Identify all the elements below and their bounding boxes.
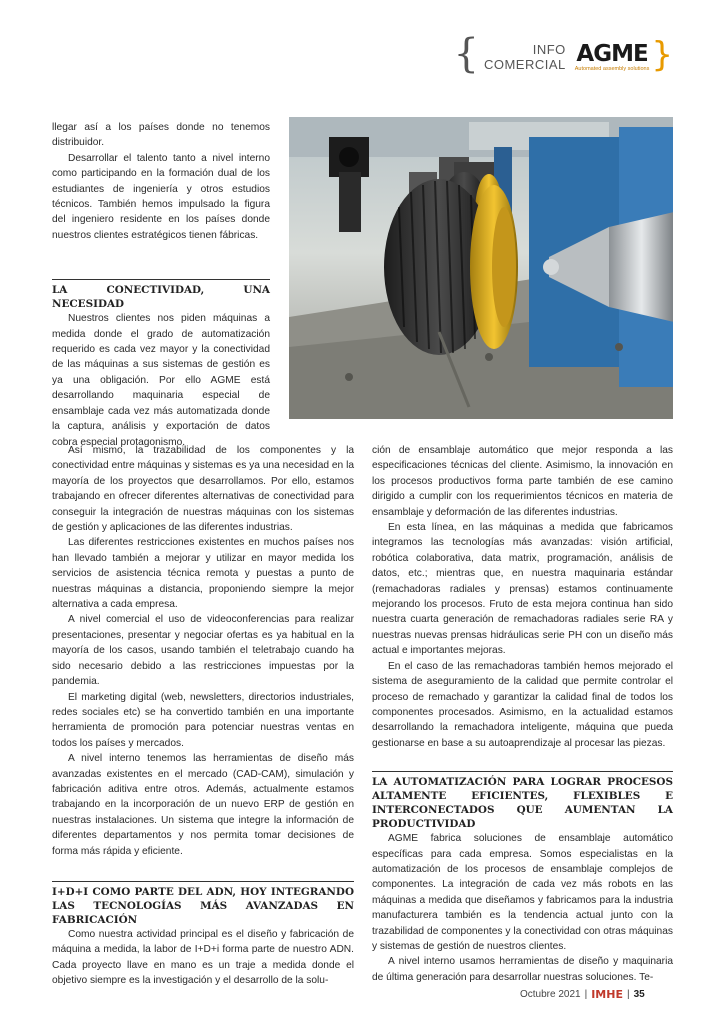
section-heading-automatizacion: LA AUTOMATIZACIÓN PARA LOGRAR PROCESOS ALTAMENTE EFICIENTES, FLEXIBLES E INTERCONECTADOS QUE AUMENTAN LA PRODUCTIVIDAD	[372, 776, 673, 831]
right-column	[372, 443, 673, 985]
paragraph: AGME fabrica soluciones de ensamblaje automático específicas para cada empresa. Somos especialistas en la automatización de los procesos de ensamblaje complejos de componentes. La integración de cada vez más robots en las máquinas a medida que diseñamos y fabricamos para la industria manufacturera también es la tendencia actual junto con la trazabilidad de componentes y la conectividad con otras máquinas y sistemas de gestión de nuestros clientes.	[372, 833, 673, 952]
footer-separator: |	[584, 989, 588, 1000]
paragraph: En el caso de las remachadoras también hemos mejorado el sistema de aseguramiento de la calidad que permite controlar el proceso de remachado y garantizar la calidad final de todos los componentes procesados. Asimismo, en la actualidad estamos desarrollando la remachadora inteligente, máquina que pueda gestionarse en base a su autoaprendizaje al procesar las piezas.	[372, 660, 673, 749]
paragraph: A nivel comercial el uso de videoconferencias para realizar presentaciones, presentar y negociar ofertas es ya habitual en la mayoría de los casos, usando también el teletrabajo cuando ha sido necesario debido a las restricciones impuestas por la pandemia.	[52, 614, 354, 688]
machine-photo	[289, 117, 673, 419]
paragraph: A nivel interno tenemos las herramientas de diseño más avanzadas existentes en el mercado (CAD-CAM), simulación y fabricación aditiva entre otros. Además, actualmente estamos trabajando en la incorporación de un nuevo ERP de gestión en nuestras instalaciones. Un sistema que integre la información de diferentes departamentos y nos permita tomar decisiones de forma más rápida y eficiente.	[52, 753, 354, 857]
page-header	[453, 31, 673, 78]
left-column-top	[52, 120, 270, 450]
agme-logo-tagline: Automated assembly solutions	[574, 65, 650, 72]
section-label-line2: COMERCIAL	[483, 57, 566, 72]
paragraph: Desarrollar el talento tanto a nivel interno como participando en la formación dual de los estudiantes de ingeniería y otros estudios técnicos. También hemos impulsado la figura del ingeniero residente en los países donde nuestros clientes estratégicos tienen fábricas.	[52, 152, 270, 241]
paragraph: En esta línea, en las máquinas a medida que fabricamos integramos las tecnologías más avanzadas: visión artificial, robótica colaborativa, data matrix, programación, análisis de datos, etc.; mientras que, en nuestra maquinaria estándar (remachadoras radiales y prensas) estamos continuamente mejorando los procesos. Fruto de esta mejora continua han sido nuestra cuarta generación de remachadoras radiales serie RA y nuestras nuevas prensas hidráulicas serie PH con un diseño más actual e importantes mejoras.	[372, 522, 673, 657]
paragraph: Las diferentes restricciones existentes en muchos países nos han llevado también a mejorar y utilizar en mayor medida los servicios de asistencia técnica remota y puestas a punto de nuestras máquinas a distancia, proponiendo siempre la mejor alternativa a cada empresa.	[52, 537, 354, 611]
paragraph: Así mismo, la trazabilidad de los componentes y la conectividad entre máquinas y sistemas es ya una necesidad en la mayoría de los proyectos que desarrollamos. Por ello, estamos trabajando en ofrecer diferentes alternativas de conectividad para conseguir la integración de nuestras máquinas con los sistemas de gestión y aplicaciones de las diferentes industrias.	[52, 445, 354, 534]
paragraph: Como nuestra actividad principal es el diseño y fabricación de máquina a medida, la labor de I+D+i forma parte de nuestro ADN. Cada proyecto llave en mano es un traje a medida donde el objetivo siempre es la investigación y el desarrollo de la solu-	[52, 928, 354, 987]
machine-photo-illustration	[289, 117, 673, 419]
section-rule	[52, 279, 270, 280]
footer-separator: |	[626, 989, 630, 1000]
paragraph: ción de ensamblaje automático que mejor responda a las especificaciones técnicas del cliente. Asimismo, la innovación en los procesos productivos forma parte también de ese camino dirigido a cumplir con los requerimientos técnicos en materia de ensamblaje y deformación de las diferentes industrias.	[372, 445, 673, 518]
section-heading-idi: I+D+I COMO PARTE DEL ADN, HOY INTEGRANDO LAS TECNOLOGÍAS MÁS AVANZADAS EN FABRICACIÓN	[52, 885, 354, 926]
agme-logo-word: AGME	[576, 40, 648, 67]
section-heading-conectividad: LA CONECTIVIDAD, UNA NECESIDAD	[52, 284, 270, 311]
left-brace: {	[453, 31, 479, 77]
paragraph: llegar así a los países donde no tenemos distribuidor.	[52, 122, 270, 149]
imhe-logo: IMHE	[591, 988, 623, 1001]
left-column-bottom	[52, 443, 354, 989]
paragraph: Nuestros clientes nos piden máquinas a medida donde el grado de automatización requerido es cada vez mayor y la conectividad de las máquinas a sus sistemas de gestión es ya una obligación. Por ello AGME está desarrollando maquinaria especial de ensamblaje cada vez más automatizada donde la captura, análisis y exportación de datos cobra especial protagonismo.	[52, 313, 270, 448]
section-label	[484, 42, 566, 72]
right-bracket: }	[651, 35, 673, 75]
page-number: 35	[633, 989, 645, 1000]
agme-logo	[575, 42, 650, 73]
issue-date: Octubre 2021	[520, 989, 581, 1000]
section-label-line1: INFO	[532, 42, 566, 57]
section-rule	[372, 771, 673, 772]
paragraph: A nivel interno usamos herramientas de diseño y maquinaria de última generación para desarrollar nuestras soluciones. Te-	[372, 956, 673, 983]
section-rule	[52, 881, 354, 882]
page-footer	[520, 988, 645, 1001]
paragraph: El marketing digital (web, newsletters, directorios industriales, redes sociales etc) se ha convertido también en una importante herramienta de promoción para potenciar nuestras ventas en todos los países y mercados.	[52, 691, 354, 749]
